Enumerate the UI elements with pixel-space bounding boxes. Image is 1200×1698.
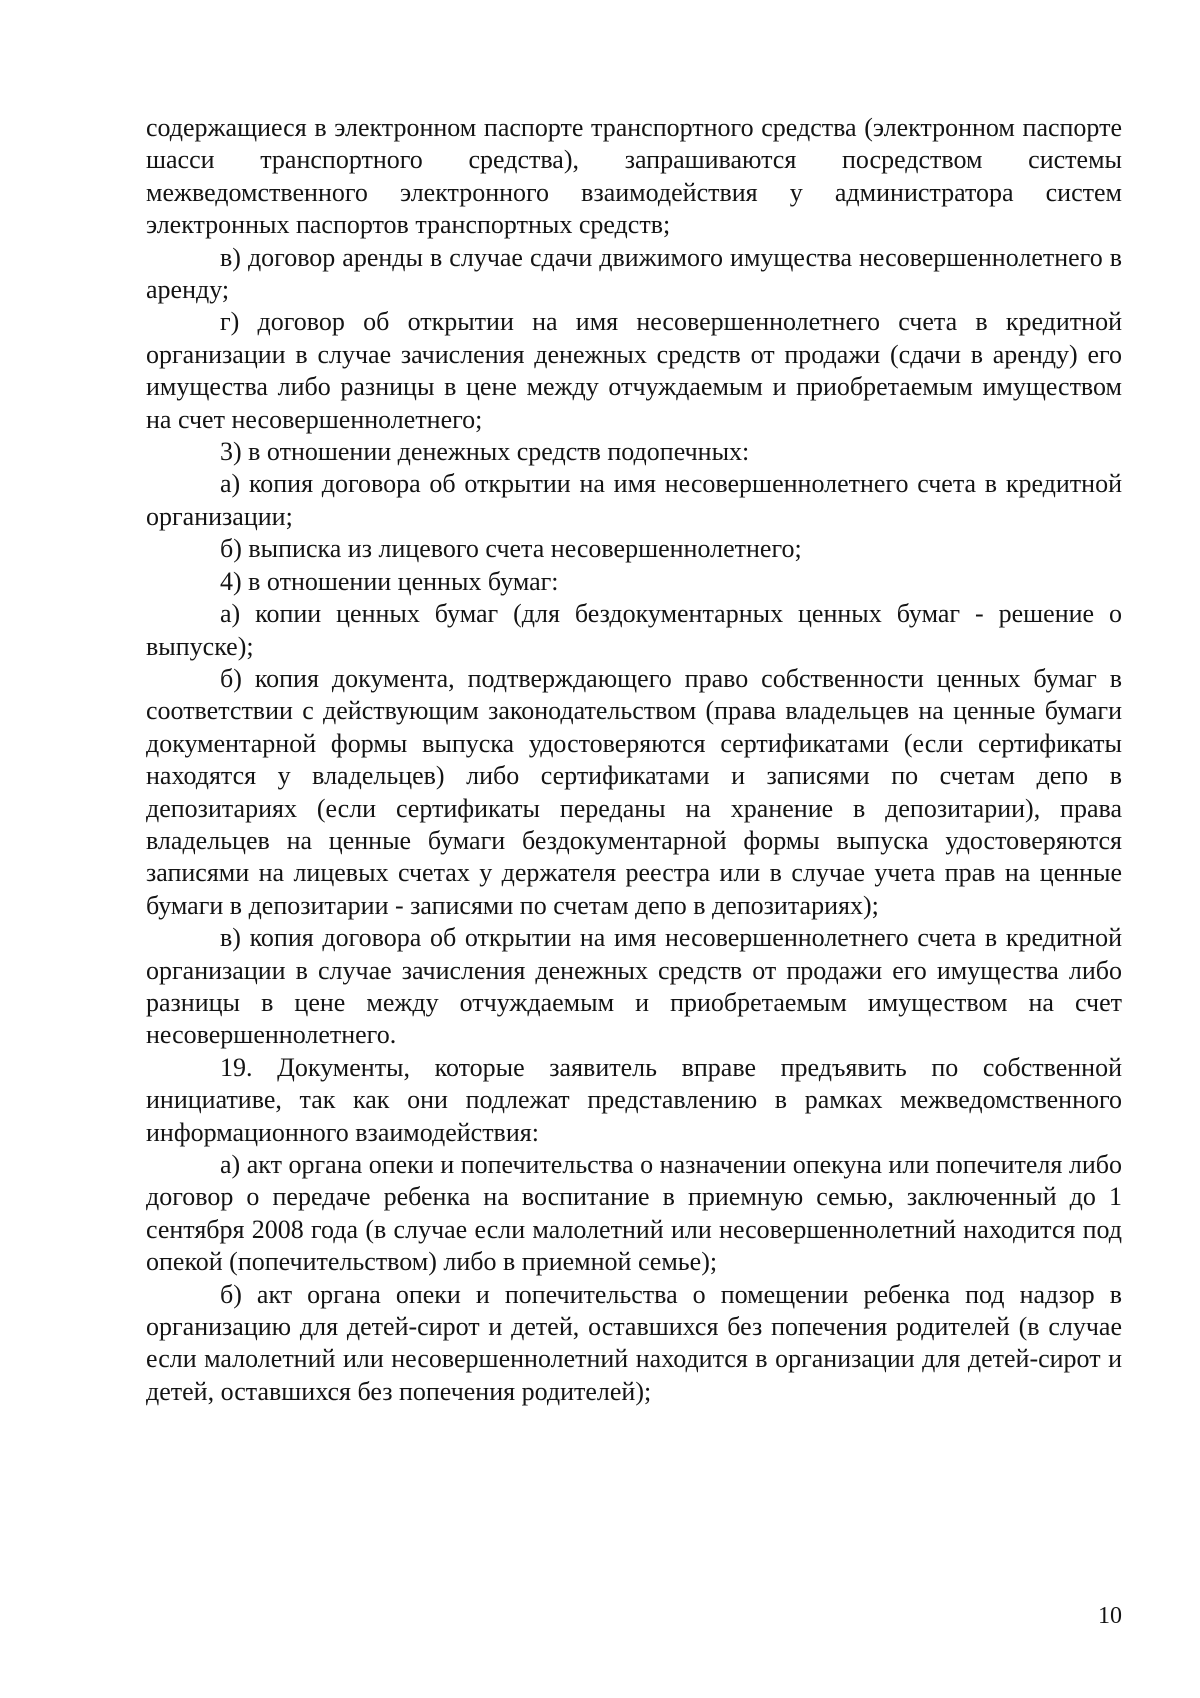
paragraph: а) акт органа опеки и попечительства о назначении опекуна или попечителя либо договор о передаче ребенка на воспитание в приемную семью, заключенный до 1 сентября 2008 года (в случае если малолетний или несовершеннолетний находится под опекой (попечительством) либо в приемной семье); xyxy=(146,1150,1122,1277)
paragraph: 19. Документы, которые заявитель вправе предъявить по собственной инициативе, так как они подлежат представлению в рамках межведомственного информационного взаимодействия: xyxy=(146,1052,1122,1147)
paragraph: 3) в отношении денежных средств подопечных: xyxy=(220,437,750,467)
paragraph: б) акт органа опеки и попечительства о помещении ребенка под надзор в организацию для детей-сирот и детей, оставшихся без попечения родителей (в случае если малолетний или несовершеннолетний находится в организации для детей-сирот и детей, оставшихся без попечения родителей); xyxy=(146,1279,1122,1406)
paragraph: в) копия договора об открытии на имя несовершеннолетнего счета в кредитной организации в случае зачисления денежных средств от продажи его имущества либо разницы в цене между отчуждаемым и приобретаемым имуществом на счет несовершеннолетнего. xyxy=(146,923,1122,1050)
paragraph: 4) в отношении ценных бумаг: xyxy=(220,566,559,596)
paragraph: а) копия договора об открытии на имя несовершеннолетнего счета в кредитной организации; xyxy=(146,469,1122,531)
paragraph: б) выписка из лицевого счета несовершеннолетнего; xyxy=(220,534,802,564)
paragraph: г) договор об открытии на имя несовершеннолетнего счета в кредитной организации в случае зачисления денежных средств от продажи (сдачи в аренду) его имущества либо разницы в цене между отчуждаемым и приобретаемым имуществом на счет несовершеннолетнего; xyxy=(146,307,1122,434)
paragraph: б) копия документа, подтверждающего право собственности ценных бумаг в соответствии с действующим законодательством (права владельцев на ценные бумаги документарной формы выпуска удостоверяются сертификатами (если сертификаты находятся у владельцев) либо сертификатами и записями по счетам депо в депозитариях (если сертификаты переданы на хранение в депозитарии), права владельцев на ценные бумаги бездокументарной формы выпуска удостоверяются записями на лицевых счетах у держателя реестра или в случае учета прав на ценные бумаги в депозитарии - записями по счетам депо в депозитариях); xyxy=(146,663,1122,920)
paragraph: содержащиеся в электронном паспорте транспортного средства (электронном паспорте шасси транспортного средства), запрашиваются посредством системы межведомственного электронного взаимодействия у администратора систем электронных паспортов транспортных средств; xyxy=(146,113,1122,240)
page-number: 10 xyxy=(1098,1603,1122,1629)
paragraph: а) копии ценных бумаг (для бездокументарных ценных бумаг - решение о выпуске); xyxy=(146,599,1122,661)
paragraph: в) договор аренды в случае сдачи движимого имущества несовершеннолетнего в аренду; xyxy=(146,242,1122,305)
document-body xyxy=(146,112,1122,1408)
